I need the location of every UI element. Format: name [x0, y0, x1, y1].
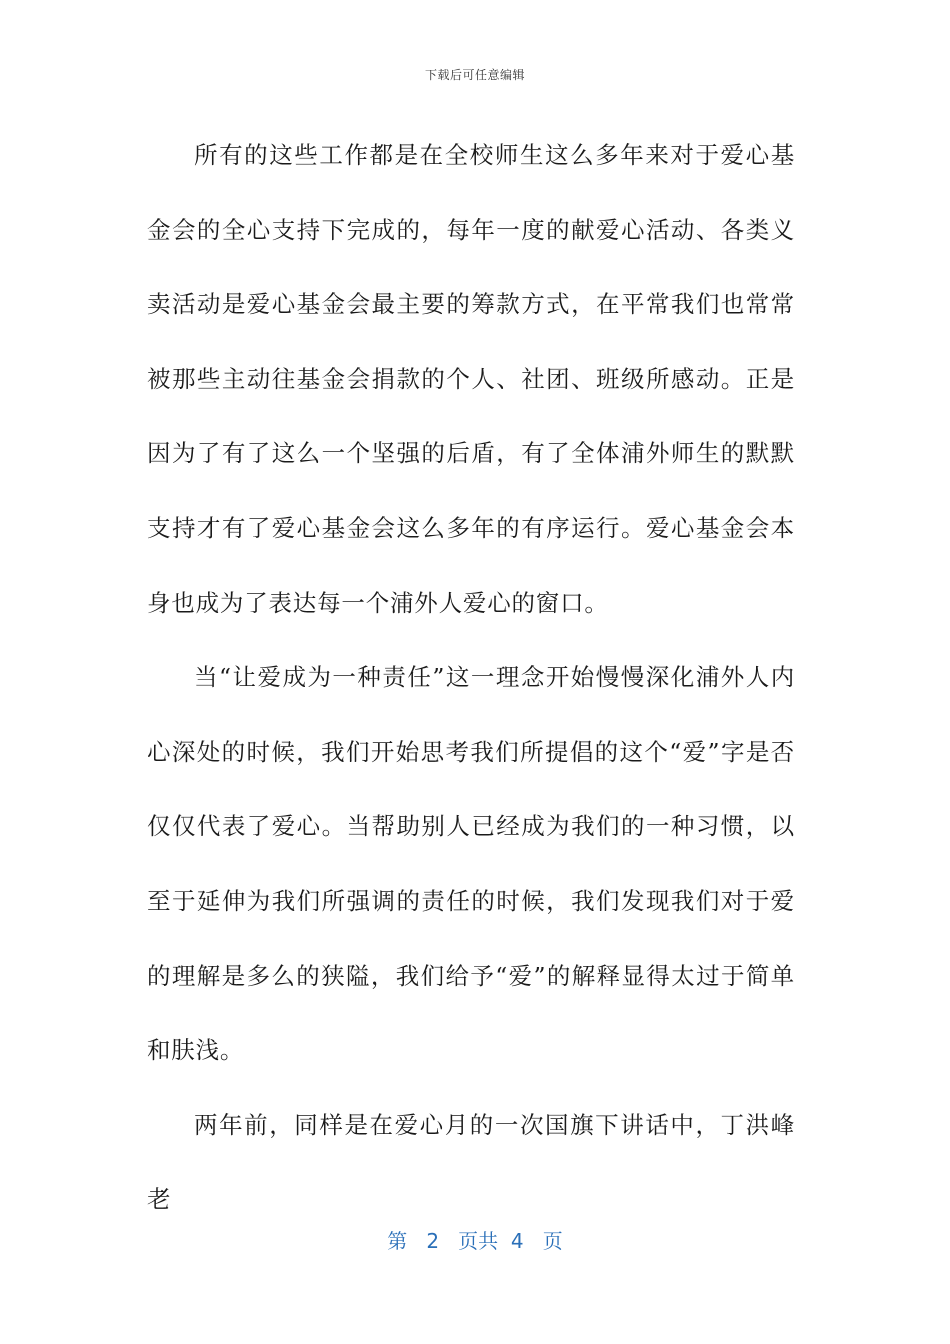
document-body	[147, 118, 795, 1237]
footer-current-page: 2	[426, 1229, 440, 1253]
page-header: 下载后可任意编辑	[424, 68, 525, 82]
paragraph-2: 当“让爱成为一种责任”这一理念开始慢慢深化浦外人内心深处的时候，我们开始思考我们所提倡的这个“爱”字是否仅仅代表了爱心。当帮助别人已经成为我们的一种习惯，以至于延伸为我们所强调的责任的时候，我们发现我们对于爱的理解是多么的狭隘，我们给予“爱”的解释显得太过于简单和肤浅。	[147, 663, 795, 1065]
footer-label-page: 第	[387, 1229, 408, 1253]
footer-label-of: 页共	[458, 1229, 499, 1253]
footer-label-end: 页	[542, 1229, 563, 1253]
paragraph-1: 所有的这些工作都是在全校师生这么多年来对于爱心基金会的全心支持下完成的，每年一度的献爱心活动、各类义卖活动是爱心基金会最主要的筹款方式，在平常我们也常常被那些主动往基金会捐款的个人、社团、班级所感动。正是因为了有了这么一个坚强的后盾，有了全体浦外师生的默默支持才有了爱心基金会这么多年的有序运行。爱心基金会本身也成为了表达每一个浦外人爱心的窗口。	[147, 141, 795, 617]
footer-total-pages: 4	[510, 1229, 524, 1253]
page-footer	[0, 1225, 950, 1254]
paragraph-3: 两年前，同样是在爱心月的一次国旗下讲话中，丁洪峰老	[147, 1110, 795, 1214]
